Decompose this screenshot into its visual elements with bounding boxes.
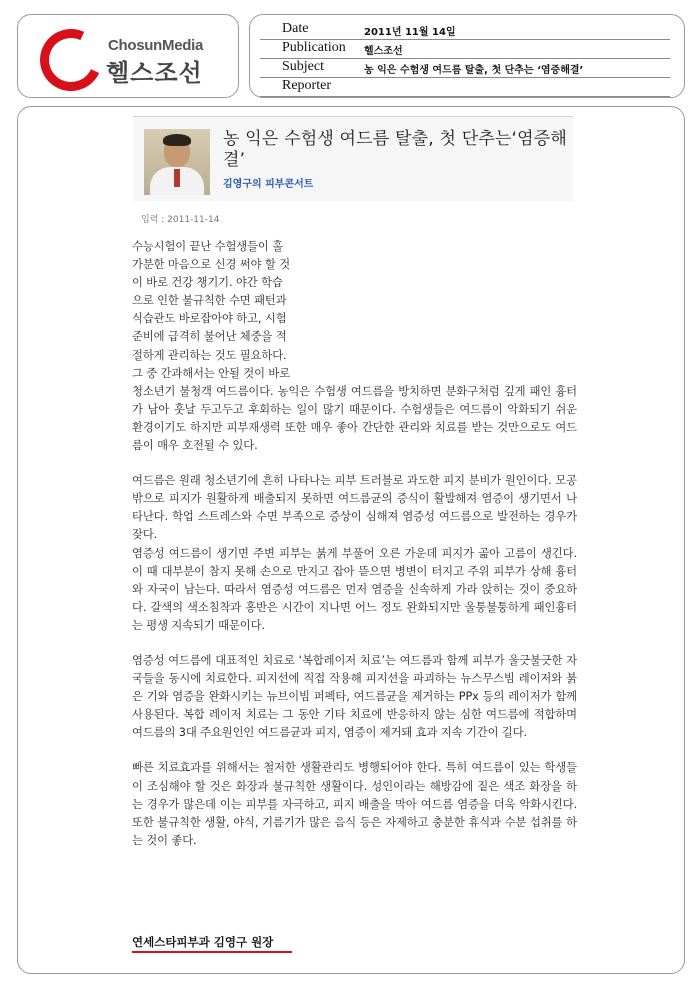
paragraph-4: 염증성 여드름에 대표적인 치료로 ‘복합레이저 치료’는 여드름과 함께 피부가 울긋불긋한 자국들을 동시에 치료한다. 피지선에 직접 작용해 피지선을 파괴하는 뉴스무스빔 레이저와 붉은 기와 염증을 완화시키는 뉴브이빔 퍼펙타, 여드름균을 제거하는 PPx 등의 레이저가 함께 사용된다. 복합 레이저 치료는 그 동안 기타 치료에 반응하지 않는 심한 여드름에 적합하며 여드름의 3대 주요원인인 여드름균과 피지, 염증이 제거돼 효과 지속 기간이 길다. [132, 653, 577, 740]
meta-date-value: 2011년 11월 14일 [364, 27, 456, 38]
intro-line: 절하게 관리하는 것도 필요하다. [132, 348, 287, 362]
author-photo [144, 129, 210, 195]
article-date: 입력 : 2011-11-14 [141, 215, 220, 225]
article-body [132, 238, 577, 867]
meta-row-reporter [260, 78, 670, 97]
meta-date-label: Date [282, 21, 309, 36]
meta-publication-label: Publication [282, 40, 346, 55]
chosun-logo-icon [31, 20, 110, 99]
paragraph-5: 빠른 치료효과를 위해서는 철저한 생활관리도 병행되어야 한다. 특히 여드름이 있는 학생들이 조심해야 할 것은 화장과 불규칙한 생활이다. 성인이라는 해방감에 짙은 색조 화장을 하는 경우가 많은데 이는 피부를 자극하고, 피지 배출을 막아 여드름 염증을 더욱 악화시킨다. 또한 불규칙한 생활, 야식, 기름기가 많은 음식 등은 자제하고 충분한 휴식과 수분 섭취를 하는 것이 좋다. [132, 761, 577, 847]
intro-line: 으로 인한 불규칙한 수면 패턴과 [132, 294, 287, 308]
meta-subject-label: Subject [282, 59, 324, 74]
author-signature: 연세스타피부과 김영구 원장 [132, 935, 274, 949]
intro-line: 수능시험이 끝난 수험생들이 홀 [132, 240, 284, 253]
logo-name-text: 헬스조선 [106, 60, 203, 87]
meta-row-subject [260, 59, 670, 78]
intro-line: 그 중 간과해서는 안될 것이 바로 [132, 366, 291, 380]
column-byline[interactable]: 김영구의 피부콘서트 [223, 179, 314, 190]
paragraph-3: 염증성 여드름이 생기면 주변 피부는 붉게 부풀어 오른 가운데 피지가 곪아 고름이 생긴다. 이 때 대부분이 참지 못해 손으로 만지고 잡아 뜯으면 병변이 터지고 주위 피부가 상해 흉터와 자국이 남는다. 따라서 염증성 여드름은 먼저 염증을 신속하게 가라 앉히는 것이 중요하다. 갈색의 색소침착과 홍반은 시간이 지나면 어느 정도 완화되지만 울퉁불퉁하게 패인흉터는 평생 지속되기 때문이다. [132, 546, 577, 632]
intro-rest: 청소년기 불청객 여드름이다. 농익은 수험생 여드름을 방치하면 분화구처럼 깊게 패인 흉터가 남아 훗날 두고두고 후회하는 일이 많기 때문이다. 수험생들은 여드름이 악화되기 쉬운 환경이기도 하지만 피부재생력 또한 매우 좋아 간단한 관리와 치료를 받는 것만으로도 여드름이 매우 호전될 수 있다. [132, 384, 577, 453]
meta-subject-value: 농 익은 수험생 여드름 탈출, 첫 단추는 ‘염증해결’ [364, 65, 584, 76]
logo-panel [17, 14, 239, 98]
meta-row-publication [260, 40, 670, 59]
meta-publication-value: 헬스조선 [364, 46, 403, 57]
meta-reporter-label: Reporter [282, 78, 331, 93]
metadata-panel [249, 14, 685, 98]
logo-brand-text: ChosunMedia [108, 37, 204, 54]
intro-line: 가분한 마음으로 신경 써야 할 것 [132, 258, 291, 272]
intro-line: 식습관도 바로잡아야 하고, 시험 [132, 312, 287, 326]
meta-row-date [260, 21, 670, 40]
paragraph-intro [132, 238, 577, 455]
article-header [133, 116, 573, 201]
article-headline: 농 익은 수험생 여드름 탈출, 첫 단추는‘염증해결’ [223, 129, 568, 170]
signature-underline [132, 951, 292, 953]
intro-line: 이 바로 건강 챙기기. 야간 학습 [132, 276, 283, 290]
paragraph-2: 여드름은 원래 청소년기에 흔히 나타나는 피부 트러블로 과도한 피지 분비가 원인이다. 모공 밖으로 피지가 원활하게 배출되지 못하면 여드름균의 증식이 활발해져 염증이 생기면서 나타난다. 학업 스트레스와 수면 부족으로 증상이 심해져 염증성 여드름으로 발전하는 경우가 잦다. [132, 474, 577, 542]
intro-line: 준비에 급격히 불어난 체중을 적 [132, 330, 287, 344]
